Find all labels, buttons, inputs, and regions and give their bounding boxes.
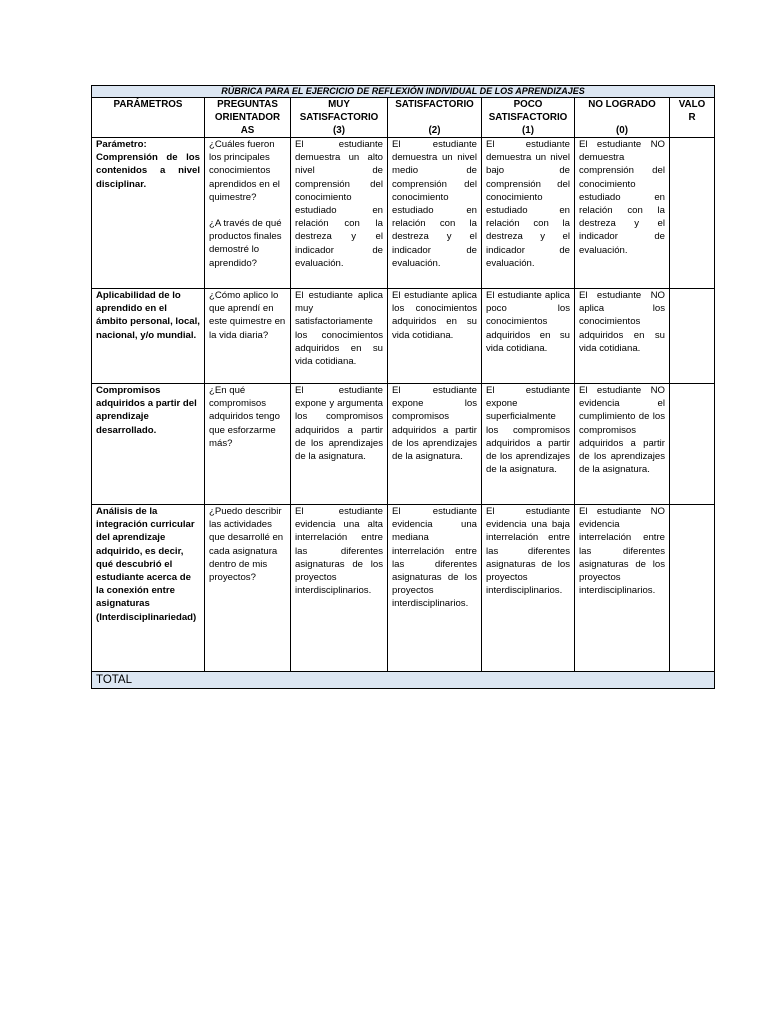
header-sat-score: (2)	[428, 125, 441, 136]
rubric-table	[91, 85, 715, 689]
total-label: TOTAL	[92, 672, 715, 689]
param-cell: Aplicabilidad de lo aprendido en el ámbito personal, local, nacional, y/o mundial.	[92, 289, 205, 384]
satisfactorio-cell: El estudiante expone los compromisos adquiridos a partir de los aprendizajes de la asignatura.	[388, 384, 482, 505]
table-row	[92, 289, 715, 384]
question-text-2: ¿A través de qué productos finales demostré lo aprendido?	[209, 218, 282, 269]
poco-satisfactorio-cell: El estudiante expone superficialmente los compromisos adquiridos a partir de los aprendizajes de la asignatura.	[482, 384, 575, 505]
header-no-logrado	[575, 98, 670, 138]
header-muy-label: MUY SATISFACTORIO	[299, 99, 379, 123]
valor-cell[interactable]	[670, 384, 715, 505]
header-poco-score: (1)	[522, 125, 534, 136]
header-preguntas: PREGUNTAS ORIENTADOR AS	[205, 98, 291, 138]
header-parametros: PARÁMETROS	[92, 98, 205, 138]
muy-satisfactorio-cell: El estudiante evidencia una alta interrelación entre las diferentes asignaturas de los proyectos interdisciplinarios.	[291, 505, 388, 672]
header-satisfactorio	[388, 98, 482, 138]
param-cell: Análisis de la integración curricular del aprendizaje adquirido, es decir, qué descubrió el estudiante acerca de la conexión entre asignaturas (Interdisciplinariedad)	[92, 505, 205, 672]
poco-satisfactorio-cell: El estudiante aplica poco los conocimientos adquiridos en su vida cotidiana.	[482, 289, 575, 384]
muy-satisfactorio-cell: El estudiante demuestra un alto nivel de comprensión del conocimiento estudiado en relación con la destreza y el indicador de evaluación.	[291, 138, 388, 289]
rubric-page	[91, 85, 714, 689]
header-poco-satisfactorio	[482, 98, 575, 138]
table-row	[92, 505, 715, 672]
satisfactorio-cell: El estudiante evidencia una mediana interrelación entre las diferentes asignaturas de los proyectos interdisciplinarios.	[388, 505, 482, 672]
header-muy-satisfactorio	[291, 98, 388, 138]
question-cell: ¿En qué compromisos adquiridos tengo que esforzarme más?	[205, 384, 291, 505]
no-logrado-cell: El estudiante NO demuestra comprensión del conocimiento estudiado en relación con la destreza y el indicador de evaluación.	[575, 138, 670, 289]
table-row	[92, 138, 715, 289]
header-valor: VALO R	[670, 98, 715, 138]
no-logrado-cell: El estudiante NO evidencia interrelación entre las diferentes asignaturas de los proyectos interdisciplinarios.	[575, 505, 670, 672]
header-poco-label: POCO SATISFACTORIO	[488, 99, 568, 123]
header-no-score: (0)	[616, 125, 628, 136]
rubric-title: RÚBRICA PARA EL EJERCICIO DE REFLEXIÓN INDIVIDUAL DE LOS APRENDIZAJES	[92, 86, 715, 98]
header-muy-score: (3)	[333, 125, 345, 136]
satisfactorio-cell: El estudiante demuestra un nivel medio de comprensión del conocimiento estudiado en relación con la destreza y el indicador de evaluación.	[388, 138, 482, 289]
no-logrado-cell: El estudiante NO aplica los conocimientos adquiridos en su vida cotidiana.	[575, 289, 670, 384]
param-cell: Compromisos adquiridos a partir del aprendizaje desarrollado.	[92, 384, 205, 505]
poco-satisfactorio-cell: El estudiante demuestra un nivel bajo de comprensión del conocimiento estudiado en relación con la destreza y el indicador de evaluación.	[482, 138, 575, 289]
question-text: ¿Cuáles fueron los principales conocimientos aprendidos en el quimestre?	[209, 139, 280, 203]
poco-satisfactorio-cell: El estudiante evidencia una baja interrelación entre las diferentes asignaturas de los proyectos interdisciplinarios.	[482, 505, 575, 672]
question-cell	[205, 138, 291, 289]
valor-cell[interactable]	[670, 505, 715, 672]
question-cell: ¿Cómo aplico lo que aprendí en este quimestre en la vida diaria?	[205, 289, 291, 384]
header-sat-label: SATISFACTORIO	[395, 99, 474, 110]
valor-cell[interactable]	[670, 289, 715, 384]
total-row	[92, 672, 715, 689]
param-cell: Parámetro: Comprensión de los contenidos a nivel disciplinar.	[92, 138, 205, 289]
table-row	[92, 384, 715, 505]
title-row	[92, 86, 715, 98]
valor-cell[interactable]	[670, 138, 715, 289]
satisfactorio-cell: El estudiante aplica los conocimientos adquiridos en su vida cotidiana.	[388, 289, 482, 384]
muy-satisfactorio-cell: El estudiante expone y argumenta los compromisos adquiridos a partir de los aprendizajes de la asignatura.	[291, 384, 388, 505]
header-no-label: NO LOGRADO	[588, 99, 656, 110]
question-cell: ¿Puedo describir las actividades que desarrollé en cada asignatura dentro de mis proyectos?	[205, 505, 291, 672]
header-row	[92, 98, 715, 138]
no-logrado-cell: El estudiante NO evidencia el cumplimiento de los compromisos adquiridos a partir de los aprendizajes de la asignatura.	[575, 384, 670, 505]
muy-satisfactorio-cell: El estudiante aplica muy satisfactoriamente los conocimientos adquiridos en su vida cotidiana.	[291, 289, 388, 384]
